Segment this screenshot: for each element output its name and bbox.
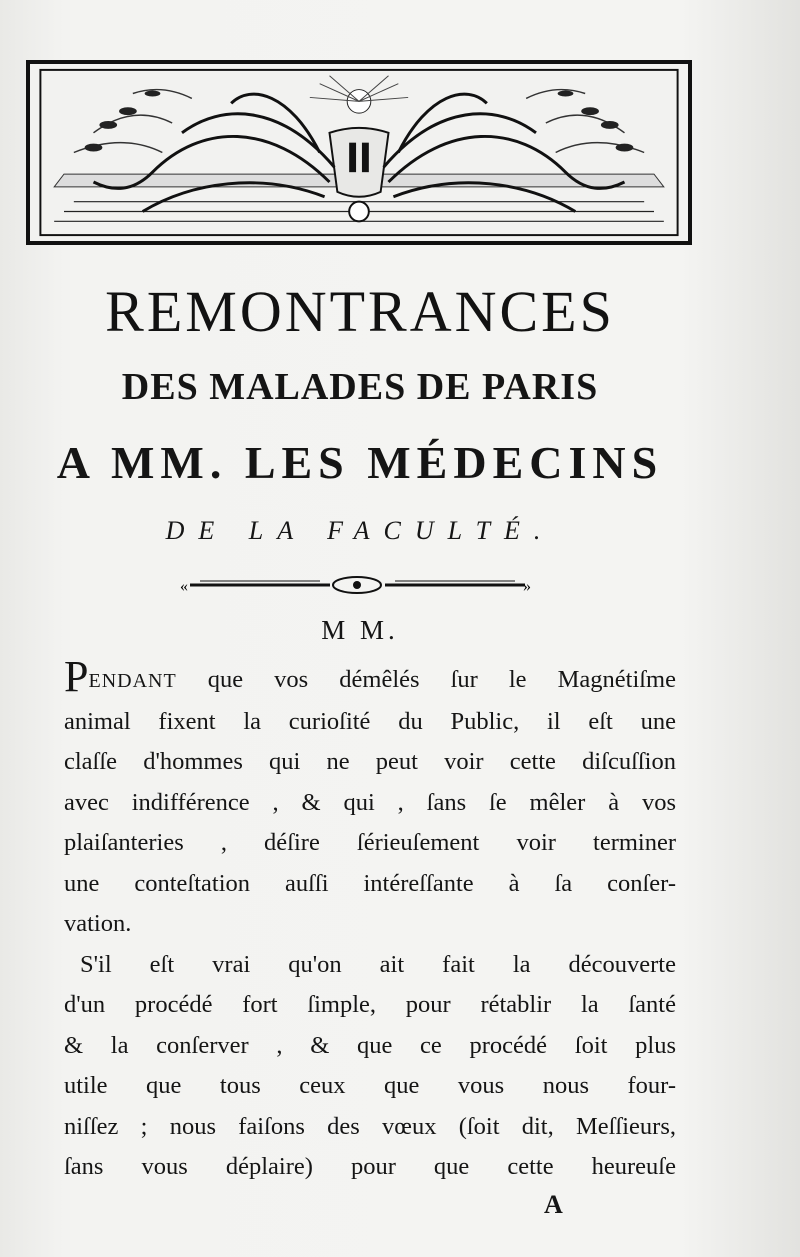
text-line: S'il eſt vrai qu'on ait fait la découverte	[80, 950, 676, 978]
title-line-3: A MM. LES MÉDECINS	[56, 437, 664, 488]
first-word: ENDANT	[88, 670, 177, 692]
paragraph-1-line-1	[64, 652, 676, 702]
salutation: M M.	[321, 615, 399, 645]
text-line: & la conſerver , & que ce procédé ſoit plus	[64, 1031, 676, 1059]
headpiece-ornament	[26, 60, 692, 245]
paragraph-2	[64, 945, 676, 1188]
signature-mark: A	[544, 1190, 563, 1219]
title-line-4: DE LA FACULTÉ.	[165, 516, 555, 545]
foliage-engraving-icon	[30, 64, 688, 241]
text-line: niſſez ; nous faiſons des vœux (ſoit dit, Meſſieurs,	[64, 1112, 676, 1140]
text-line: ſans vous déplaire) pour que cette heureuſe	[64, 1153, 676, 1180]
text-line: utile que tous ceux que vous nous four-	[64, 1072, 676, 1099]
text-line: avec indifférence , & qui , ſans ſe mêler à vos	[64, 788, 676, 816]
text-line: une conteſtation auſſi intéreſſante à ſa conſer-	[64, 869, 676, 897]
text-line: d'un procédé fort ſimple, pour rétablir la ſanté	[64, 991, 676, 1018]
text-line: vation.	[64, 910, 132, 937]
ornamental-rule-icon	[180, 573, 535, 597]
drop-cap: P	[64, 652, 89, 701]
svg-text:«: «	[180, 578, 188, 595]
paragraph-1	[64, 652, 676, 945]
text-line: plaiſanteries , déſire ſérieuſement voir terminer	[64, 829, 676, 856]
svg-text:»: »	[523, 578, 531, 595]
body-text	[64, 652, 676, 1188]
text-line: animal fixent la curioſité du Public, il eſt une	[64, 707, 676, 735]
text-line: claſſe d'hommes qui ne peut voir cette diſcuſſion	[64, 748, 676, 775]
title-line-1: REMONTRANCES	[105, 279, 615, 344]
text-line: que vos démêlés ſur le Magnétiſme	[176, 666, 676, 693]
title-line-2: DES MALADES DE PARIS	[121, 366, 599, 408]
